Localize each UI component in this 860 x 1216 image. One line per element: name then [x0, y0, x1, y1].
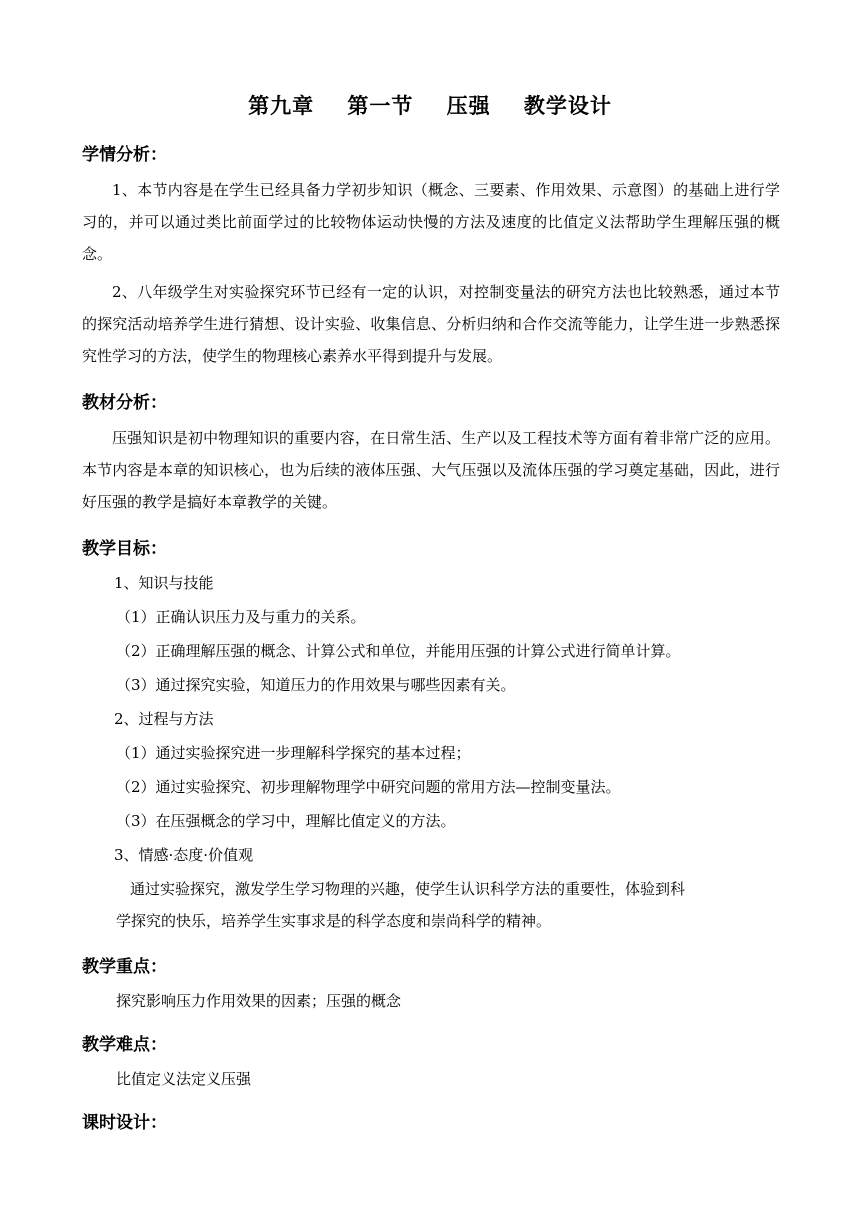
goal-item: （3）通过探究实验，知道压力的作用效果与哪些因素有关。	[116, 676, 516, 694]
key-points-text: 探究影响压力作用效果的因素；压强的概念	[116, 992, 402, 1010]
difficult-points-text: 比值定义法定义压强	[116, 1070, 252, 1088]
goal-process-methods: 2、过程与方法	[114, 710, 214, 728]
document-title: 第九章 第一节 压强 教学设计	[248, 94, 612, 118]
goal-item: （2）正确理解压强的概念、计算公式和单位，并能用压强的计算公式进行简单计算。	[116, 642, 681, 660]
heading-difficult-points: 教学难点：	[82, 1035, 167, 1055]
goal-emotion-text-line-1: 通过实验探究，激发学生学习物理的兴趣，使学生认识科学方法的重要性，体验到科	[130, 880, 686, 898]
goal-item: （1）通过实验探究进一步理解科学探究的基本过程；	[116, 744, 471, 762]
learner-analysis-paragraph-1: 1、本节内容是在学生已经具备力学初步知识（概念、三要素、作用效果、示意图）的基础上进行学习的，并可以通过类比前面学过的比较物体运动快慢的方法及速度的比值定义法帮助学生理解压强的概念。	[82, 181, 780, 263]
heading-lesson-design: 课时设计：	[82, 1113, 167, 1133]
goal-item: （1）正确认识压力及与重力的关系。	[116, 608, 366, 626]
heading-teaching-goals: 教学目标：	[82, 539, 167, 559]
learner-analysis-paragraph-2: 2、八年级学生对实验探究环节已经有一定的认识，对控制变量法的研究方法也比较熟悉，通过本节的探究活动培养学生进行猜想、设计实验、收集信息、分析归纳和合作交流等能力，让学生进一步熟悉探究性学习的方法，使学生的物理核心素养水平得到提升与发展。	[82, 283, 780, 365]
textbook-analysis-paragraph: 压强知识是初中物理知识的重要内容，在日常生活、生产以及工程技术等方面有着非常广泛的应用。本节内容是本章的知识核心，也为后续的液体压强、大气压强以及流体压强的学习奠定基础，因此，进行好压强的教学是搞好本章教学的关键。	[82, 429, 780, 511]
goal-item: （3）在压强概念的学习中，理解比值定义的方法。	[116, 812, 456, 830]
heading-textbook-analysis: 教材分析：	[82, 393, 167, 413]
heading-learner-analysis: 学情分析：	[82, 145, 167, 165]
goal-emotion-text-line-2: 学探究的快乐，培养学生实事求是的科学态度和崇尚科学的精神。	[116, 912, 552, 930]
goal-item: （2）通过实验探究、初步理解物理学中研究问题的常用方法—控制变量法。	[116, 778, 621, 796]
goal-emotion-values: 3、情感·态度·价值观	[114, 846, 254, 864]
heading-key-points: 教学重点：	[82, 957, 167, 977]
goal-knowledge-skills: 1、知识与技能	[114, 574, 214, 592]
